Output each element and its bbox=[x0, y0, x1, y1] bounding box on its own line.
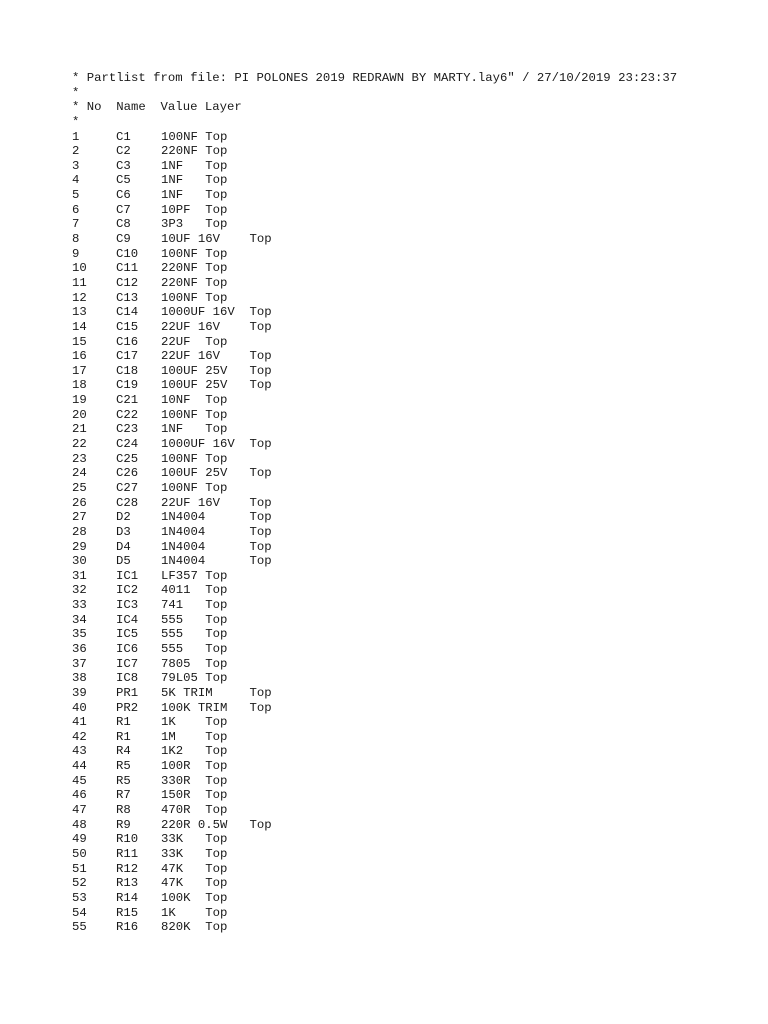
part-number: 20 bbox=[72, 407, 87, 422]
part-value-layer: 100R Top bbox=[161, 759, 228, 774]
part-row bbox=[72, 466, 677, 481]
part-number: 26 bbox=[72, 495, 87, 510]
part-number: 41 bbox=[72, 715, 87, 730]
part-row bbox=[72, 847, 677, 862]
part-value-layer: 330R Top bbox=[161, 773, 228, 788]
part-number: 45 bbox=[72, 773, 87, 788]
part-row bbox=[72, 906, 677, 921]
part-value-layer: 1K Top bbox=[161, 715, 228, 730]
part-name: C22 bbox=[116, 407, 139, 422]
part-number: 37 bbox=[72, 656, 87, 671]
part-value-layer: 100UF 25V Top bbox=[161, 378, 272, 393]
part-row bbox=[72, 554, 677, 569]
part-name: IC2 bbox=[116, 583, 139, 598]
part-value-layer: 100NF Top bbox=[161, 290, 228, 305]
part-value-layer: 100NF Top bbox=[161, 129, 228, 144]
part-row bbox=[72, 774, 677, 789]
part-row bbox=[72, 130, 677, 145]
part-number: 34 bbox=[72, 612, 87, 627]
part-value-layer: 470R Top bbox=[161, 803, 228, 818]
part-number: 55 bbox=[72, 920, 87, 935]
part-name: C17 bbox=[116, 349, 139, 364]
part-value-layer: 220NF Top bbox=[161, 261, 228, 276]
part-name: R5 bbox=[116, 773, 131, 788]
part-row bbox=[72, 920, 677, 935]
part-name: PR1 bbox=[116, 685, 139, 700]
part-row bbox=[72, 320, 677, 335]
part-name: C1 bbox=[116, 129, 131, 144]
part-number: 2 bbox=[72, 144, 80, 159]
part-number: 23 bbox=[72, 451, 87, 466]
part-number: 52 bbox=[72, 876, 87, 891]
part-value-layer: 5K TRIM Top bbox=[161, 685, 272, 700]
part-value-layer: 220R 0.5W Top bbox=[161, 817, 272, 832]
part-name: C28 bbox=[116, 495, 139, 510]
part-value-layer: 100K TRIM Top bbox=[161, 700, 272, 715]
part-name: R7 bbox=[116, 788, 131, 803]
part-row bbox=[72, 671, 677, 686]
part-value-layer: 1NF Top bbox=[161, 188, 228, 203]
part-value-layer: 100NF Top bbox=[161, 246, 228, 261]
part-row bbox=[72, 408, 677, 423]
part-row bbox=[72, 832, 677, 847]
part-name: IC3 bbox=[116, 598, 139, 613]
part-row bbox=[72, 437, 677, 452]
part-row bbox=[72, 159, 677, 174]
part-value-layer: 1M Top bbox=[161, 729, 228, 744]
part-name: C8 bbox=[116, 217, 131, 232]
part-number: 35 bbox=[72, 627, 87, 642]
part-row bbox=[72, 627, 677, 642]
part-row bbox=[72, 422, 677, 437]
part-value-layer: 33K Top bbox=[161, 846, 228, 861]
column-header-line: * No Name Value Layer bbox=[72, 100, 242, 115]
part-row bbox=[72, 657, 677, 672]
part-row bbox=[72, 686, 677, 701]
part-number: 1 bbox=[72, 129, 80, 144]
part-row bbox=[72, 862, 677, 877]
part-value-layer: 10PF Top bbox=[161, 202, 228, 217]
part-name: R8 bbox=[116, 803, 131, 818]
part-number: 36 bbox=[72, 641, 87, 656]
part-value-layer: 150R Top bbox=[161, 788, 228, 803]
part-name: C6 bbox=[116, 188, 131, 203]
part-name: R12 bbox=[116, 861, 139, 876]
part-row bbox=[72, 173, 677, 188]
part-value-layer: 100UF 25V Top bbox=[161, 466, 272, 481]
part-name: C15 bbox=[116, 319, 139, 334]
part-name: C13 bbox=[116, 290, 139, 305]
part-number: 54 bbox=[72, 905, 87, 920]
part-value-layer: 555 Top bbox=[161, 641, 228, 656]
part-name: R4 bbox=[116, 744, 131, 759]
part-row bbox=[72, 701, 677, 716]
part-row bbox=[72, 261, 677, 276]
part-name: C27 bbox=[116, 480, 139, 495]
part-value-layer: 100NF Top bbox=[161, 480, 228, 495]
part-name: R15 bbox=[116, 905, 139, 920]
part-number: 15 bbox=[72, 334, 87, 349]
part-value-layer: 10UF 16V Top bbox=[161, 232, 272, 247]
part-row bbox=[72, 525, 677, 540]
part-name: C24 bbox=[116, 437, 139, 452]
part-name: D4 bbox=[116, 539, 131, 554]
part-name: R10 bbox=[116, 832, 139, 847]
part-value-layer: 22UF 16V Top bbox=[161, 495, 272, 510]
part-value-layer: 1K2 Top bbox=[161, 744, 228, 759]
part-number: 11 bbox=[72, 275, 87, 290]
part-name: R16 bbox=[116, 920, 139, 935]
part-row bbox=[72, 803, 677, 818]
part-row bbox=[72, 730, 677, 745]
part-value-layer: 555 Top bbox=[161, 612, 228, 627]
part-value-layer: 100NF Top bbox=[161, 451, 228, 466]
part-value-layer: 741 Top bbox=[161, 598, 228, 613]
part-name: IC4 bbox=[116, 612, 139, 627]
part-name: C5 bbox=[116, 173, 131, 188]
part-name: C18 bbox=[116, 363, 139, 378]
part-number: 28 bbox=[72, 524, 87, 539]
part-number: 17 bbox=[72, 363, 87, 378]
part-value-layer: 1K Top bbox=[161, 905, 228, 920]
part-row bbox=[72, 642, 677, 657]
part-row bbox=[72, 349, 677, 364]
part-name: R5 bbox=[116, 759, 131, 774]
part-name: C11 bbox=[116, 261, 139, 276]
part-value-layer: 22UF Top bbox=[161, 334, 228, 349]
part-name: C3 bbox=[116, 158, 131, 173]
part-row bbox=[72, 613, 677, 628]
part-value-layer: 47K Top bbox=[161, 876, 228, 891]
part-name: C2 bbox=[116, 144, 131, 159]
part-row bbox=[72, 378, 677, 393]
part-name: IC5 bbox=[116, 627, 139, 642]
part-row bbox=[72, 203, 677, 218]
part-number: 8 bbox=[72, 232, 80, 247]
part-name: IC8 bbox=[116, 671, 139, 686]
part-name: IC7 bbox=[116, 656, 139, 671]
part-value-layer: 22UF 16V Top bbox=[161, 319, 272, 334]
part-name: R13 bbox=[116, 876, 139, 891]
part-value-layer: 1NF Top bbox=[161, 173, 228, 188]
comment-line: * bbox=[72, 114, 80, 129]
part-number: 6 bbox=[72, 202, 80, 217]
part-value-layer: 4011 Top bbox=[161, 583, 228, 598]
part-number: 16 bbox=[72, 349, 87, 364]
part-value-layer: 555 Top bbox=[161, 627, 228, 642]
part-name: R11 bbox=[116, 846, 139, 861]
part-value-layer: 220NF Top bbox=[161, 275, 228, 290]
part-value-layer: 3P3 Top bbox=[161, 217, 228, 232]
part-row bbox=[72, 788, 677, 803]
part-number: 49 bbox=[72, 832, 87, 847]
part-number: 44 bbox=[72, 759, 87, 774]
comment-line: * bbox=[72, 85, 80, 100]
part-name: C9 bbox=[116, 232, 131, 247]
part-row bbox=[72, 217, 677, 232]
part-name: C7 bbox=[116, 202, 131, 217]
partlist-document bbox=[72, 71, 677, 935]
part-value-layer: 1000UF 16V Top bbox=[161, 305, 272, 320]
part-number: 38 bbox=[72, 671, 87, 686]
part-row bbox=[72, 452, 677, 467]
part-name: C12 bbox=[116, 275, 139, 290]
part-row bbox=[72, 188, 677, 203]
part-row bbox=[72, 305, 677, 320]
part-value-layer: 10NF Top bbox=[161, 393, 228, 408]
part-row bbox=[72, 876, 677, 891]
part-value-layer: 1NF Top bbox=[161, 158, 228, 173]
part-value-layer: 7805 Top bbox=[161, 656, 228, 671]
part-number: 47 bbox=[72, 803, 87, 818]
part-number: 46 bbox=[72, 788, 87, 803]
part-number: 51 bbox=[72, 861, 87, 876]
part-row bbox=[72, 247, 677, 262]
part-row bbox=[72, 144, 677, 159]
file-header-line: * Partlist from file: PI POLONES 2019 REDRAWN BY MARTY.lay6" / 27/10/2019 23:23:37 bbox=[72, 71, 678, 85]
part-value-layer: 1N4004 Top bbox=[161, 539, 272, 554]
part-name: C21 bbox=[116, 393, 139, 408]
part-value-layer: 1N4004 Top bbox=[161, 524, 272, 539]
part-value-layer: 100NF Top bbox=[161, 407, 228, 422]
part-row bbox=[72, 598, 677, 613]
part-value-layer: 100UF 25V Top bbox=[161, 363, 272, 378]
part-row bbox=[72, 291, 677, 306]
part-value-layer: 220NF Top bbox=[161, 144, 228, 159]
part-row bbox=[72, 891, 677, 906]
part-row bbox=[72, 583, 677, 598]
part-value-layer: 100K Top bbox=[161, 890, 228, 905]
part-number: 14 bbox=[72, 319, 87, 334]
part-number: 10 bbox=[72, 261, 87, 276]
part-name: C14 bbox=[116, 305, 139, 320]
part-number: 40 bbox=[72, 700, 87, 715]
part-number: 30 bbox=[72, 554, 87, 569]
part-number: 12 bbox=[72, 290, 87, 305]
part-value-layer: 1000UF 16V Top bbox=[161, 437, 272, 452]
part-name: IC1 bbox=[116, 568, 139, 583]
part-number: 22 bbox=[72, 437, 87, 452]
part-value-layer: LF357 Top bbox=[161, 568, 228, 583]
part-row bbox=[72, 715, 677, 730]
part-number: 33 bbox=[72, 598, 87, 613]
part-number: 19 bbox=[72, 393, 87, 408]
part-row bbox=[72, 335, 677, 350]
part-value-layer: 22UF 16V Top bbox=[161, 349, 272, 364]
part-name: D3 bbox=[116, 524, 131, 539]
part-name: R9 bbox=[116, 817, 131, 832]
part-row bbox=[72, 276, 677, 291]
part-row bbox=[72, 232, 677, 247]
part-number: 27 bbox=[72, 510, 87, 525]
part-row bbox=[72, 818, 677, 833]
part-name: C19 bbox=[116, 378, 139, 393]
part-row bbox=[72, 510, 677, 525]
part-name: C26 bbox=[116, 466, 139, 481]
part-number: 9 bbox=[72, 246, 80, 261]
part-number: 18 bbox=[72, 378, 87, 393]
part-number: 39 bbox=[72, 685, 87, 700]
part-number: 3 bbox=[72, 158, 80, 173]
part-number: 24 bbox=[72, 466, 87, 481]
part-row bbox=[72, 496, 677, 511]
part-number: 53 bbox=[72, 890, 87, 905]
part-name: C25 bbox=[116, 451, 139, 466]
part-row bbox=[72, 744, 677, 759]
part-number: 42 bbox=[72, 729, 87, 744]
part-number: 5 bbox=[72, 188, 80, 203]
part-row bbox=[72, 569, 677, 584]
part-value-layer: 1N4004 Top bbox=[161, 554, 272, 569]
part-number: 48 bbox=[72, 817, 87, 832]
part-name: PR2 bbox=[116, 700, 139, 715]
part-row bbox=[72, 540, 677, 555]
part-number: 4 bbox=[72, 173, 80, 188]
part-value-layer: 33K Top bbox=[161, 832, 228, 847]
part-name: C16 bbox=[116, 334, 139, 349]
part-value-layer: 1NF Top bbox=[161, 422, 228, 437]
part-number: 50 bbox=[72, 846, 87, 861]
part-name: IC6 bbox=[116, 641, 139, 656]
part-number: 13 bbox=[72, 305, 87, 320]
part-value-layer: 1N4004 Top bbox=[161, 510, 272, 525]
parts-list bbox=[72, 130, 677, 935]
part-value-layer: 47K Top bbox=[161, 861, 228, 876]
part-name: C23 bbox=[116, 422, 139, 437]
part-number: 32 bbox=[72, 583, 87, 598]
part-name: D5 bbox=[116, 554, 131, 569]
part-row bbox=[72, 364, 677, 379]
part-number: 7 bbox=[72, 217, 80, 232]
part-name: R1 bbox=[116, 715, 131, 730]
part-number: 29 bbox=[72, 539, 87, 554]
part-name: C10 bbox=[116, 246, 139, 261]
part-row bbox=[72, 481, 677, 496]
part-row bbox=[72, 393, 677, 408]
part-value-layer: 820K Top bbox=[161, 920, 228, 935]
part-name: D2 bbox=[116, 510, 131, 525]
part-value-layer: 79L05 Top bbox=[161, 671, 228, 686]
part-name: R1 bbox=[116, 729, 131, 744]
part-number: 25 bbox=[72, 480, 87, 495]
part-name: R14 bbox=[116, 890, 139, 905]
part-number: 21 bbox=[72, 422, 87, 437]
part-number: 43 bbox=[72, 744, 87, 759]
part-row bbox=[72, 759, 677, 774]
part-number: 31 bbox=[72, 568, 87, 583]
